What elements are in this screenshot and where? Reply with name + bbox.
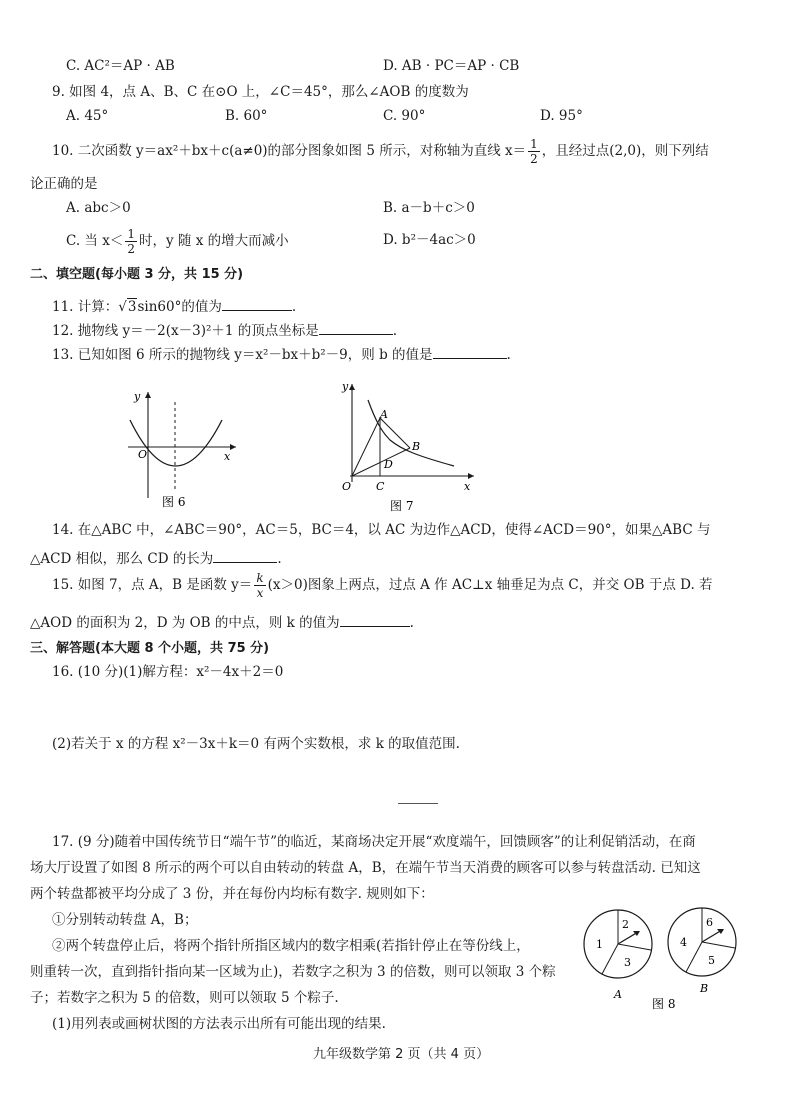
- spinner-a-number: 3: [624, 956, 631, 969]
- q15-line2: [30, 614, 414, 631]
- spinner-b-number: 5: [708, 954, 715, 967]
- fig7-point-a-label: A: [380, 408, 388, 421]
- q8-option-c: C. AC²＝AP · AB: [66, 58, 175, 74]
- q12: [52, 322, 397, 339]
- fig7-origin-label: O: [342, 480, 352, 493]
- fig7-point-d-label: D: [384, 458, 393, 471]
- q11-pre: 11. 计算：: [52, 299, 119, 315]
- q15-frac-num: k: [256, 571, 264, 585]
- q11-answer-blank[interactable]: [222, 298, 292, 311]
- figure-7: [336, 372, 478, 516]
- q10-option-b: B. a－b＋c＞0: [383, 200, 475, 216]
- page-footer: 九年级数学第 2 页（共 4 页）: [313, 1047, 490, 1062]
- q13-answer-blank[interactable]: [433, 346, 507, 359]
- q15-end: .: [409, 615, 414, 631]
- spinner-a-number: 2: [622, 918, 629, 931]
- fig6-caption: 图 6: [162, 495, 186, 509]
- q9-option-b: B. 60°: [225, 108, 268, 124]
- spinner-b-pointer-arrow: [717, 929, 724, 934]
- q8-option-d: D. AB · PC＝AP · CB: [383, 58, 520, 74]
- q14-end: .: [277, 551, 282, 567]
- spinner-b-number: 4: [680, 936, 687, 949]
- q10-option-d: D. b²－4ac＞0: [383, 232, 476, 248]
- q10-stem: [52, 138, 709, 165]
- q17-rule2a: ②两个转盘停止后，将两个指针所指区域内的数字相乘(若指针停止在等份线上，: [52, 938, 530, 954]
- q9-option-d: D. 95°: [540, 108, 583, 124]
- fig6-y-arrow: [145, 392, 151, 398]
- q17-rule1: ①分别转动转盘 A，B；: [52, 912, 198, 928]
- spinner-b-number: 6: [706, 916, 713, 929]
- q15-line2-text: △AOD 的面积为 2，D 为 OB 的中点，则 k 的值为: [30, 615, 340, 631]
- q10-c-frac-den: 2: [127, 242, 135, 256]
- fig7-segment-ob: [352, 448, 410, 476]
- q9-option-c: C. 90°: [383, 108, 426, 124]
- section2-title: 二、填空题(每小题 3 分，共 15 分): [30, 267, 244, 282]
- q15-line1: [52, 572, 713, 599]
- q11: [52, 298, 296, 315]
- spinner-b-divider: [686, 942, 702, 972]
- q13: [52, 346, 511, 363]
- figure-6: [118, 380, 248, 514]
- q17-rule2c: 子；若数字之积为 5 的倍数，则可以领取 5 个粽子.: [30, 990, 339, 1006]
- q12-text: 12. 抛物线 y＝－2(x－3)²＋1 的顶点坐标是: [52, 323, 319, 339]
- q11-post: sin60°的值为: [137, 299, 222, 315]
- fig7-segment-oa: [352, 418, 380, 476]
- q10-frac-num: 1: [530, 137, 538, 151]
- q15-pre: 15. 如图 7，点 A，B 是函数 y＝: [52, 577, 253, 593]
- figure-8: [582, 906, 766, 1018]
- fig7-point-c-label: C: [376, 480, 385, 493]
- q14-answer-blank[interactable]: [213, 550, 277, 563]
- fig6-origin-label: O: [138, 448, 148, 461]
- q10-option-c-post: 时，y 随 x 的增大而减小: [138, 233, 289, 249]
- fig7-x-arrow: [468, 473, 474, 479]
- q14-line2-text: △ACD 相似，那么 CD 的长为: [30, 551, 214, 567]
- q13-end: .: [506, 347, 511, 363]
- q10-option-c-frac: [125, 228, 137, 255]
- spinner-a-divider: [618, 944, 651, 950]
- fig7-point-b-label: B: [412, 440, 421, 453]
- q16-part1: 16. (10 分)(1)解方程：x²－4x＋2＝0: [52, 664, 284, 680]
- q11-sqrt: [118, 301, 137, 315]
- fig7-caption: 图 7: [390, 499, 414, 513]
- q17-part1: (1)用列表或画树状图的方法表示出所有可能出现的结果.: [52, 1016, 386, 1032]
- q15-frac-den: x: [256, 586, 264, 600]
- q11-end: .: [291, 299, 297, 315]
- q15-fraction: [254, 572, 265, 599]
- spinner-b-pointer: [702, 930, 722, 942]
- q10-stem-pre: 10. 二次函数 y＝ax²＋bx＋c(a≠0)的部分图象如图 5 所示，对称轴为直线 x＝: [52, 143, 527, 159]
- q9-option-a: A. 45°: [66, 108, 109, 124]
- fig7-y-label: y: [342, 380, 349, 393]
- q17-line3: 两个转盘都被平均分成了 3 份，并在每份内均标有数字. 规则如下：: [30, 886, 434, 902]
- fig6-x-arrow: [230, 444, 236, 450]
- section3-title: 三、解答题(本大题 8 个小题，共 75 分): [30, 641, 270, 656]
- fig6-x-label: x: [224, 450, 231, 463]
- q10-frac-den: 2: [530, 152, 538, 166]
- q11-radicand: 3: [127, 299, 137, 315]
- q10-option-c: [66, 228, 289, 255]
- q10-fraction: [528, 138, 540, 165]
- q10-stem-cont: 论正确的是: [30, 176, 98, 192]
- spinner-a-pointer: [618, 932, 638, 944]
- sqrt-symbol: √: [118, 299, 127, 315]
- q12-end: .: [392, 323, 398, 339]
- fig6-y-label: y: [134, 390, 141, 403]
- divider: [398, 803, 438, 804]
- q12-answer-blank[interactable]: [319, 322, 393, 335]
- q10-option-c-pre: C. 当 x＜: [66, 233, 124, 249]
- spinner-b-divider: [702, 942, 735, 948]
- fig8-caption: 图 8: [652, 997, 676, 1011]
- q15-post: (x＞0)图象上两点，过点 A 作 AC⊥x 轴垂足为点 C，并交 OB 于点 D. 若: [267, 577, 713, 593]
- spinner-b: [668, 908, 736, 995]
- fig7-x-label: x: [464, 480, 471, 493]
- spinner-a-pointer-arrow: [633, 931, 640, 936]
- q9-stem: 9. 如图 4，点 A、B、C 在⊙O 上，∠C＝45°，那么∠AOB 的度数为: [52, 84, 469, 100]
- q16-part2: (2)若关于 x 的方程 x²－3x＋k＝0 有两个实数根，求 k 的取值范围.: [52, 736, 460, 752]
- spinner-a: [584, 910, 652, 1001]
- q10-c-frac-num: 1: [127, 227, 135, 241]
- q10-stem-post: ，且经过点(2,0)，则下列结: [541, 143, 709, 159]
- spinner-a-divider: [602, 944, 618, 974]
- q14-line1: 14. 在△ABC 中，∠ABC＝90°，AC＝5，BC＝4，以 AC 为边作△ACD，使得∠ACD＝90°，如果△ABC 与: [52, 522, 711, 538]
- q15-answer-blank[interactable]: [340, 614, 410, 627]
- q14-line2: [30, 550, 282, 567]
- q17-rule2b: 则重转一次，直到指针指向某一区域为止)，若数字之积为 3 的倍数，则可以领取 3 个粽: [30, 964, 556, 980]
- q17-line2: 场大厅设置了如图 8 所示的两个可以自由转动的转盘 A，B，在端午节当天消费的顾客可以参与转盘活动. 已知这: [30, 860, 701, 876]
- q13-text: 13. 已知如图 6 所示的抛物线 y＝x²－bx＋b²－9，则 b 的值是: [52, 347, 433, 363]
- spinner-a-label: A: [614, 988, 622, 1001]
- spinner-a-number: 1: [596, 938, 603, 951]
- q17-line1: 17. (9 分)随着中国传统节日“端午节”的临近，某商场决定开展“欢度端午，回馈顾客”的让利促销活动，在商: [52, 834, 696, 850]
- q10-option-a: A. abc＞0: [66, 200, 131, 216]
- spinner-b-label: B: [700, 982, 709, 995]
- fig7-y-arrow: [349, 384, 355, 390]
